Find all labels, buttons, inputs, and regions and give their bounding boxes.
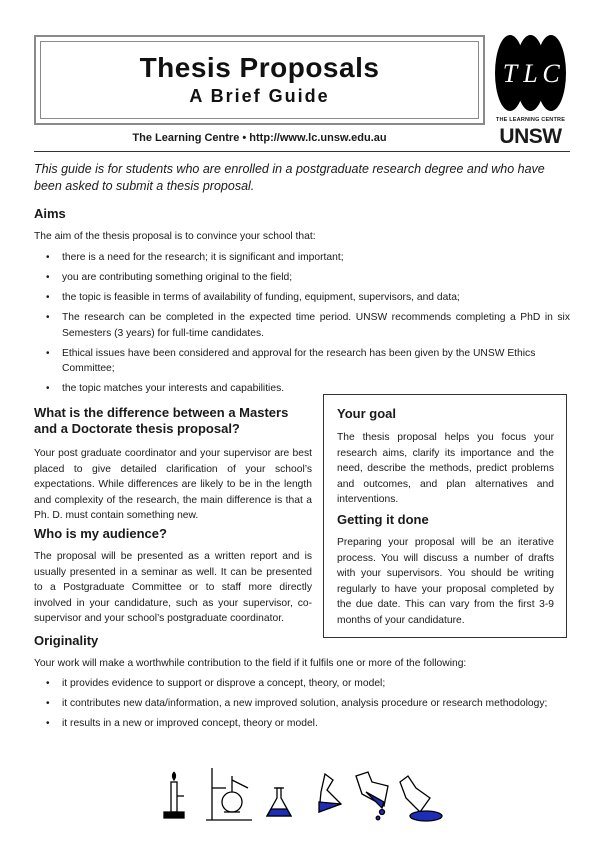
byline: The Learning Centre • http://www.lc.unsw.edu.au <box>132 132 387 144</box>
aims-list <box>34 250 570 401</box>
difference-heading: What is the difference between a Masters and a Doctorate thesis proposal? <box>34 405 289 436</box>
logo-institution: UNSW <box>499 125 562 148</box>
goal-body: The thesis proposal helps you focus your research aims, clarify its importance and the need, describe the methods, predict problems and outcomes, and plan alternatives and interventions. <box>337 432 554 505</box>
list-item: • you are contributing something original to the field; <box>34 270 570 286</box>
list-item: • The research can be completed in the expected time period. UNSW recommends completing a PhD in six Semesters (3 years) for full-time candidates. <box>34 310 570 341</box>
audience-body: The proposal will be presented as a written report and is usually presented in a seminar as well. It can be presented to a Postgraduate Committee or to staff more directly involved in your candidature, such as your supervisor, co-supervisor and your school’s postgraduate coordinator. <box>34 551 312 624</box>
list-item: • it provides evidence to support or disprove a concept, theory, or model; <box>34 676 570 692</box>
header-divider <box>34 151 570 152</box>
list-item: • it contributes new data/information, a new improved solution, analysis procedure or research methodology; <box>34 696 570 712</box>
getting-done-heading: Getting it done <box>337 512 429 527</box>
difference-body: Your post graduate coordinator and your supervisor are best placed to give detailed clarification of your school’s expectations. While differences are likely to be in the length and complexity of the research, the main difference is that a Ph. D. must contain something new. <box>34 448 312 521</box>
list-item: • there is a need for the research; it is significant and important; <box>34 250 570 266</box>
list-item: • the topic is feasible in terms of availability of funding, equipment, supervisors, and data; <box>34 290 570 306</box>
glassware-illustration <box>160 766 445 824</box>
aims-heading: Aims <box>34 206 66 221</box>
logo-letter-c: C <box>542 59 560 88</box>
intro-paragraph: This guide is for students who are enrolled in a postgraduate research degree and who have been asked to submit a thesis proposal. <box>34 162 545 193</box>
page-subtitle: A Brief Guide <box>189 86 330 106</box>
logo-letter-l: L <box>523 59 538 88</box>
bunsen-burner-icon <box>164 772 184 818</box>
getting-done-body: Preparing your proposal will be an iterative process. You will discuss a number of drafts with your supervisors. You should be writing regularly to have your proposal completed by the due date. This can vary from the first 3-9 months of your candidature. <box>337 537 554 626</box>
conical-flask-icon <box>267 788 291 816</box>
audience-heading: Who is my audience? <box>34 526 167 541</box>
page-title: Thesis Proposals <box>139 52 380 83</box>
originality-list <box>34 676 570 736</box>
aims-lead: The aim of the thesis proposal is to convince your school that: <box>34 231 316 242</box>
logo-letter-t: T <box>502 59 518 88</box>
spilled-flask-icon <box>400 776 442 821</box>
list-item: • it results in a new or improved concept, theory or model. <box>34 716 570 732</box>
tilted-flask-icon <box>319 774 341 812</box>
list-item: • Ethical issues have been considered and approval for the research has been given by the UNSW Ethics Committee; <box>34 346 570 377</box>
originality-lead: Your work will make a worthwhile contribution to the field if it fulfils one or more of the following: <box>34 658 467 669</box>
originality-heading: Originality <box>34 633 99 648</box>
title-box <box>40 41 479 119</box>
pouring-flask-icon <box>356 772 388 820</box>
distillation-flask-icon <box>206 768 252 820</box>
logo-caption: THE LEARNING CENTRE <box>495 117 566 123</box>
goal-heading: Your goal <box>337 406 396 421</box>
list-item: • the topic matches your interests and capabilities. <box>34 381 570 397</box>
